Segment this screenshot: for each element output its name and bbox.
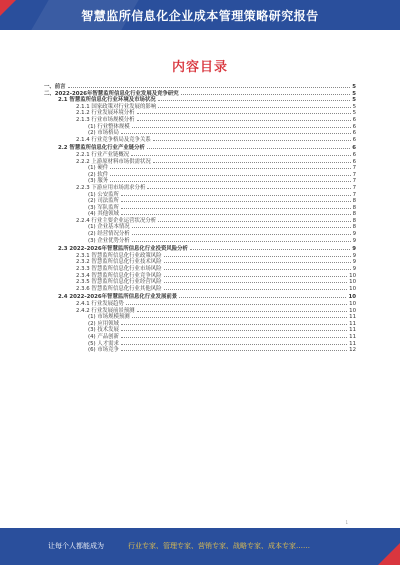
- toc-leader-dots: [164, 278, 348, 283]
- toc-entry[interactable]: [40, 129, 356, 136]
- toc-entry[interactable]: [40, 320, 356, 327]
- toc-leader-dots: [121, 320, 347, 325]
- toc-entry-page: 7: [352, 178, 356, 184]
- toc-entry[interactable]: [40, 223, 356, 230]
- toc-entry-label: 2.2.1 行业产业链概况: [76, 151, 130, 158]
- toc-entry[interactable]: [40, 285, 356, 292]
- toc-entry-page: 5: [352, 103, 356, 110]
- table-of-contents: [40, 83, 356, 353]
- toc-entry[interactable]: [40, 293, 356, 300]
- toc-entry-page: 7: [352, 171, 356, 178]
- toc-entry[interactable]: [40, 90, 356, 97]
- toc-entry-page: 9: [352, 259, 356, 266]
- toc-leader-dots: [121, 191, 351, 196]
- toc-entry[interactable]: [40, 210, 356, 217]
- toc-leader-dots: [132, 223, 351, 228]
- toc-entry-label: (1) 市场规模预测: [88, 314, 130, 320]
- toc-entry-page: 10: [349, 307, 356, 314]
- toc-entry[interactable]: [40, 326, 356, 333]
- toc-entry-label: 2.3.3 智慧监所信息化行业市场风险: [76, 266, 162, 272]
- toc-entry-page: 6: [352, 158, 356, 165]
- toc-entry[interactable]: [40, 265, 356, 272]
- toc-entry[interactable]: [40, 340, 356, 347]
- toc-entry[interactable]: [40, 307, 356, 314]
- toc-entry-page: 6: [352, 151, 356, 158]
- toc-entry[interactable]: [40, 333, 356, 340]
- toc-entry[interactable]: [40, 300, 356, 307]
- toc-leader-dots: [164, 252, 351, 257]
- toc-entry[interactable]: [40, 109, 356, 116]
- toc-entry-page: 11: [349, 340, 356, 347]
- toc-entry-page: 11: [349, 333, 356, 340]
- toc-entry[interactable]: [40, 151, 356, 158]
- toc-heading: 内容目录: [171, 60, 228, 75]
- toc-entry[interactable]: [40, 230, 356, 237]
- toc-entry-page: 12: [349, 347, 356, 353]
- toc-entry-label: 2.3.4 智慧监所信息化行业竞争风险: [76, 272, 162, 279]
- toc-leader-dots: [164, 265, 351, 270]
- toc-entry-page: 9: [352, 237, 356, 244]
- toc-entry-label: 2.1 智慧监所信息化行业环境及市场状况: [58, 97, 156, 103]
- toc-entry-page: 8: [352, 204, 356, 211]
- toc-entry-page: 9: [352, 252, 356, 259]
- toc-entry-label: (2) 应用领域: [88, 320, 119, 327]
- toc-leader-dots: [158, 103, 350, 108]
- toc-entry-label: (4) 其他领域: [88, 211, 119, 217]
- toc-entry-page: 7: [352, 191, 356, 198]
- toc-entry-page: 9: [352, 231, 356, 237]
- toc-entry[interactable]: [40, 136, 356, 143]
- toc-entry-label: 2.1.2 行业发展环境分析: [76, 110, 135, 116]
- toc-leader-dots: [153, 158, 351, 163]
- toc-entry-label: (2) 市场格局: [88, 130, 119, 136]
- toc-leader-dots: [147, 184, 350, 189]
- toc-entry-label: (3) 企业优势分析: [88, 237, 130, 244]
- toc-entry[interactable]: [40, 158, 356, 165]
- toc-entry[interactable]: [40, 217, 356, 224]
- toc-leader-dots: [121, 346, 347, 351]
- toc-leader-dots: [110, 171, 350, 176]
- toc-leader-dots: [121, 197, 351, 202]
- toc-entry-label: 2.1.3 行业市场规模分析: [76, 116, 135, 123]
- toc-entry[interactable]: [40, 252, 356, 259]
- toc-leader-dots: [158, 217, 350, 222]
- toc-leader-dots: [137, 116, 351, 121]
- toc-entry[interactable]: [40, 346, 356, 353]
- toc-entry-label: (3) 技术发展: [88, 327, 119, 333]
- toc-leader-dots: [137, 307, 348, 312]
- toc-entry-page: 9: [352, 246, 356, 252]
- toc-entry-page: 10: [349, 279, 356, 285]
- toc-entry-page: 11: [349, 314, 356, 320]
- toc-entry-page: 8: [352, 224, 356, 231]
- toc-entry[interactable]: [40, 272, 356, 279]
- toc-entry[interactable]: [40, 245, 356, 252]
- toc-leader-dots: [121, 210, 351, 215]
- toc-entry-page: 9: [352, 266, 356, 272]
- toc-entry-label: 2.1.1 国家政策对行业发展的影响: [76, 103, 157, 110]
- toc-leader-dots: [121, 333, 347, 338]
- toc-leader-dots: [158, 96, 351, 101]
- toc-leader-dots: [164, 258, 351, 263]
- toc-entry-page: 10: [349, 285, 356, 292]
- toc-entry[interactable]: [40, 116, 356, 123]
- toc-entry-page: 10: [349, 272, 356, 279]
- toc-entry[interactable]: [40, 164, 356, 171]
- toc-entry-label: 2.3.2 智慧监所信息化行业技术风险: [76, 259, 162, 266]
- footer-roles: 行业专家、管理专家、营销专家、战略专家、成本专家……: [128, 542, 310, 550]
- toc-entry-label: (1) 企业基本情况: [88, 224, 130, 231]
- toc-entry-page: 6: [352, 136, 356, 143]
- page-header: [0, 0, 400, 30]
- toc-entry-page: 8: [352, 211, 356, 217]
- toc-entry-page: 8: [352, 217, 356, 224]
- toc-entry[interactable]: [40, 278, 356, 285]
- toc-entry-page: 6: [352, 145, 356, 151]
- toc-entry-label: (4) 产品创新: [88, 333, 119, 340]
- toc-entry[interactable]: [40, 144, 356, 151]
- toc-entry-page: 5: [352, 110, 356, 116]
- toc-entry-label: 2.3.6 智慧监所信息化行业其他风险: [76, 285, 162, 292]
- toc-entry[interactable]: [40, 204, 356, 211]
- toc-entry-label: 2.1.4 行业竞争格局及竞争关系: [76, 136, 151, 143]
- toc-entry-label: (6) 市场竞争: [88, 347, 119, 353]
- toc-leader-dots: [121, 340, 347, 345]
- toc-entry-label: 2.3.5 智慧监所信息化行业经营风险: [76, 279, 162, 285]
- toc-entry-page: 7: [352, 184, 356, 191]
- toc-entry[interactable]: [40, 184, 356, 191]
- toc-entry-label: 2.4 2022-2026年智慧监所信息化行业发展前景: [58, 294, 178, 300]
- toc-entry-page: 10: [349, 301, 356, 307]
- toc-entry[interactable]: [40, 171, 356, 178]
- toc-entry[interactable]: [40, 197, 356, 204]
- toc-leader-dots: [132, 237, 351, 242]
- page-footer: [0, 528, 400, 565]
- toc-leader-dots: [132, 313, 347, 318]
- toc-entry[interactable]: [40, 313, 356, 320]
- toc-entry-page: 6: [352, 116, 356, 123]
- toc-entry-page: 5: [352, 84, 356, 90]
- toc-entry-label: (1) 公安监所: [88, 191, 119, 198]
- toc-leader-dots: [181, 90, 351, 95]
- toc-leader-dots: [68, 83, 351, 88]
- toc-entry[interactable]: [40, 103, 356, 110]
- toc-entry-label: (2) 软件: [88, 171, 109, 178]
- toc-entry-label: 2.3.1 智慧监所信息化行业政策风险: [76, 252, 162, 259]
- toc-entry-label: 2.2.2 上游原材料市场供需状况: [76, 158, 151, 165]
- toc-entry-label: 2.2.4 行业主要企业运营状况分析: [76, 217, 157, 224]
- toc-leader-dots: [190, 245, 350, 250]
- toc-leader-dots: [164, 272, 348, 277]
- toc-entry-label: 2.2.3 下游应用市场需求分析: [76, 184, 146, 191]
- report-title: 智慧监所信息化企业成本管理策略研究报告: [81, 9, 319, 23]
- toc-leader-dots: [147, 144, 350, 149]
- toc-leader-dots: [110, 164, 350, 169]
- toc-entry-page: 6: [352, 130, 356, 136]
- footer-slogan: 让每个人都能成为: [48, 542, 104, 550]
- toc-leader-dots: [131, 151, 350, 156]
- footer-red-accent: [378, 543, 400, 565]
- toc-entry-page: 5: [352, 90, 356, 97]
- toc-entry[interactable]: [40, 258, 356, 265]
- toc-entry-label: 2.4.2 行业发展前景预测: [76, 307, 135, 314]
- toc-entry-page: 6: [352, 123, 356, 130]
- toc-entry-label: (1) 行业整体规模: [88, 123, 130, 130]
- toc-entry-label: (2) 司法监所: [88, 198, 119, 204]
- toc-entry-page: 8: [352, 198, 356, 204]
- toc-entry[interactable]: [40, 123, 356, 130]
- toc-entry-label: (3) 军队监所: [88, 204, 119, 211]
- toc-entry-label: 一、前言: [44, 84, 66, 90]
- toc-entry-label: 2.4.1 行业发展趋势: [76, 301, 124, 307]
- toc-leader-dots: [179, 293, 346, 298]
- toc-entry-label: 2.2 智慧监所信息化行业产业链分析: [58, 145, 145, 151]
- toc-entry-page: 10: [348, 294, 356, 300]
- toc-entry-label: 2.3 2022-2026年智慧监所信息化行业投资风险分析: [58, 246, 188, 252]
- toc-leader-dots: [126, 300, 347, 305]
- toc-entry-label: (3) 服务: [88, 178, 109, 184]
- toc-entry[interactable]: [40, 96, 356, 103]
- toc-entry-label: (2) 经营情况分析: [88, 231, 130, 237]
- toc-entry[interactable]: [40, 237, 356, 244]
- toc-leader-dots: [137, 109, 351, 114]
- toc-leader-dots: [121, 204, 351, 209]
- toc-entry-page: 11: [349, 320, 356, 327]
- toc-entry-page: 11: [349, 327, 356, 333]
- toc-leader-dots: [153, 136, 351, 141]
- toc-entry-page: 7: [352, 165, 356, 171]
- toc-entry-label: (1) 硬件: [88, 165, 109, 171]
- toc-leader-dots: [110, 177, 350, 182]
- toc-leader-dots: [132, 123, 351, 128]
- toc-entry[interactable]: [40, 177, 356, 184]
- toc-leader-dots: [121, 129, 351, 134]
- toc-entry-label: 二、2022-2026年智慧监所信息化行业发展及竞争研究: [44, 90, 179, 97]
- toc-entry-label: (5) 人才需求: [88, 340, 119, 347]
- toc-leader-dots: [132, 230, 351, 235]
- toc-entry-page: 5: [352, 97, 356, 103]
- toc-leader-dots: [164, 285, 348, 290]
- toc-entry[interactable]: [40, 191, 356, 198]
- toc-entry[interactable]: [40, 83, 356, 90]
- page-number: 1: [345, 520, 348, 525]
- toc-leader-dots: [121, 326, 347, 331]
